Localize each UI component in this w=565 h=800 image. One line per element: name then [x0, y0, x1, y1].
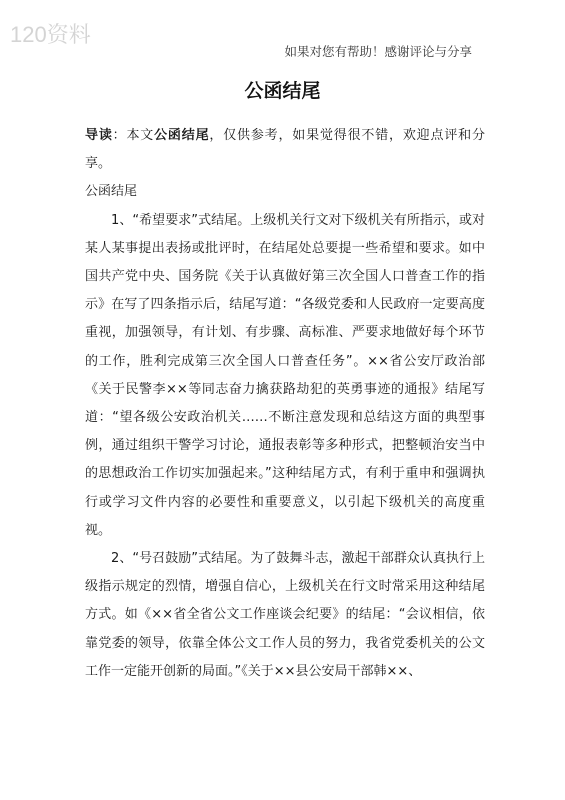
body-paragraph-1: 1、“希望要求”式结尾。上级机关行文对下级机关有所指示，或对某人某事提出表扬或批评时，在结尾处总要提一些希望和要求。如中国共产党中央、国务院《关于认真做好第三次全国人口普查工作的指示》在写了四条指示后，结尾写道：“各级党委和人民政府一定要高度重视，加强领导，有计划、有步骤、高标准、严要求地做好每个环节的工作，胜利完成第三次全国人口普查任务”。××省公安厅政治部《关于民警李××等同志奋力擒获路劫犯的英勇事迹的通报》结尾写道：“望各级公安政治机关……不断注意发现和总结这方面的典型事例，通过组织干警学习讨论，通报表彰等多种形式，把整顿治安当中的思想政治工作切实加强起来。”这种结尾方式，有利于重申和强调执行或学习文件内容的必要性和重要意义，以引起下级机关的高度重视。 [85, 212, 485, 538]
page-title: 公函结尾 [244, 80, 321, 102]
intro-bold-title: 公函结尾 [154, 128, 210, 143]
watermark-logo: 120资料 [10, 22, 91, 47]
intro-paragraph [85, 122, 485, 178]
section-subheading: 公函结尾 [85, 184, 138, 200]
document-body [85, 122, 485, 686]
intro-text-after: ，仅供参考，如果觉得很不错，欢迎点评和分享。 [85, 128, 485, 172]
body-paragraph-2: 2、“号召鼓励”式结尾。为了鼓舞斗志，激起干部群众认真执行上级指示规定的烈情，增强自信心，上级机关在行文时常采用这种结尾方式。如《××省全省公文工作座谈会纪要》的结尾：“会议相信，依靠党委的领导，依靠全体公文工作人员的努力，我省党委机关的公文工作一定能开创新的局面。”《关于××县公安局干部韩××、 [85, 551, 485, 679]
intro-text-before: ：本文 [112, 128, 155, 143]
intro-label: 导读 [85, 128, 113, 143]
header-note: 如果对您有帮助！感谢评论与分享 [284, 44, 472, 59]
